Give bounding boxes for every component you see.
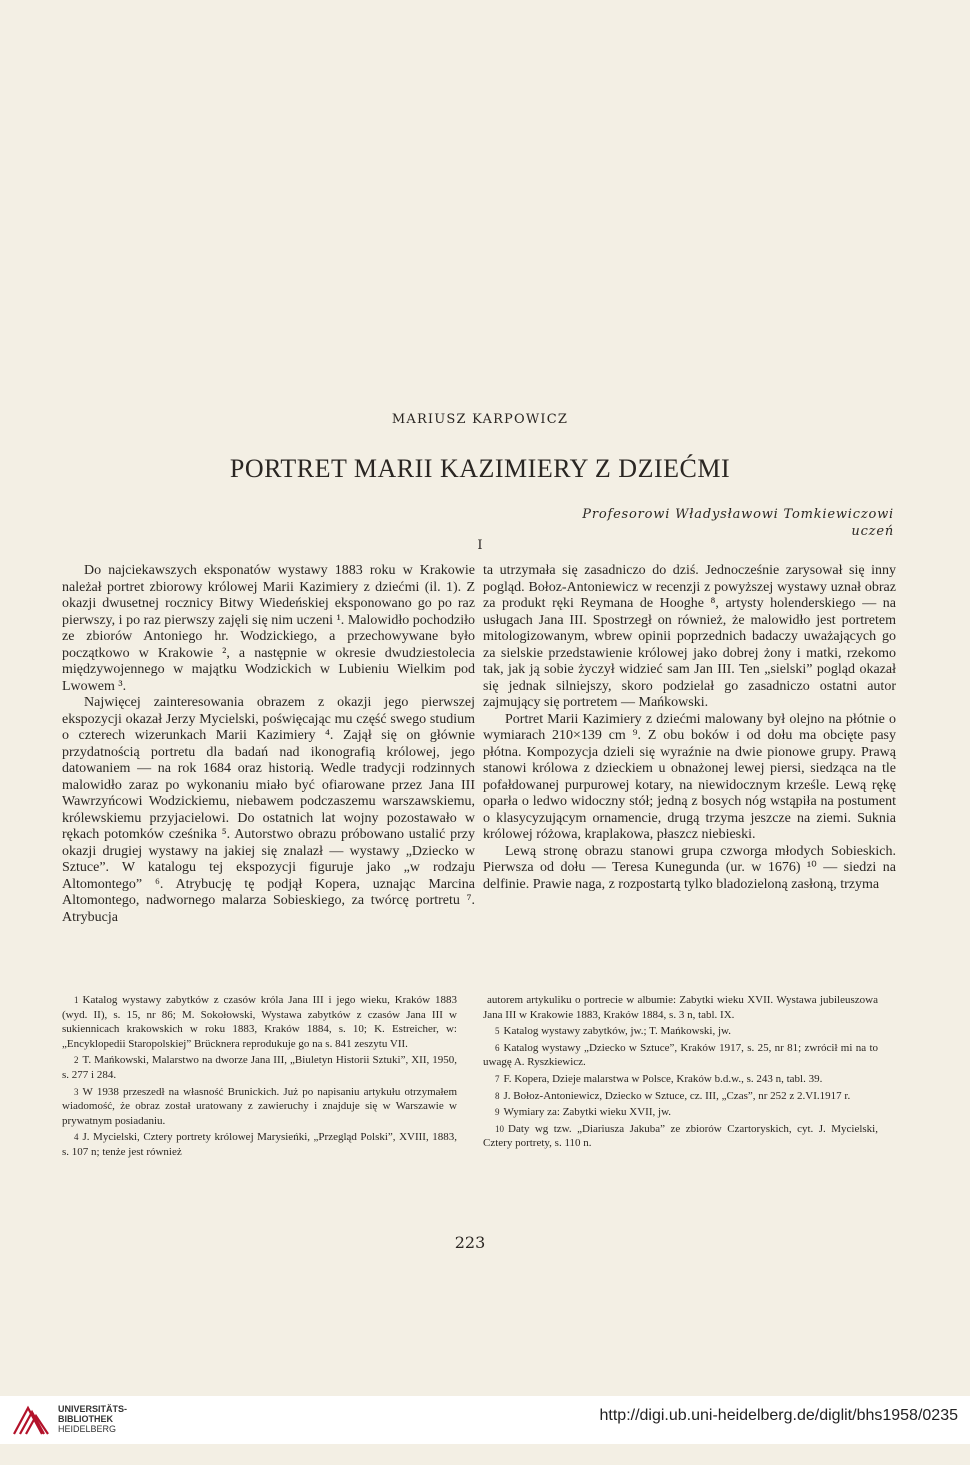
paragraph: ta utrzymała się zasadniczo do dziś. Jednocześnie zarysował się inny pogląd. Bołoz-Antoniewicz w recenzji z powyższej wystawy uznał obraz za produkt ręki Reymana de Hooghe ⁸, artysty holenderskiego — na usługach Jana III. Spostrzegł on również, że malowidło jest portretem mitologizowanym, wbrew opinii poprzednich badaczy uważających go za sielskie przedstawienie królowej jako dobrej żony i matki, rzekomo tak, jak ją sobie życzył widzieć sam Jan III. Ten „sielski” pogląd okazał się jednak silniejszy, skoro podzielał go zasadniczo ostatni autor zajmujący się portretem — Mańkowski. [483, 563, 896, 710]
body-column-right [483, 563, 896, 893]
dedication [582, 506, 894, 540]
footnote: 6 Katalog wystawy „Dziecko w Sztuce”, Kraków 1917, s. 25, nr 81; zwrócił mi na to uwagę A. Ryszkiewicz. [483, 1041, 878, 1069]
footnote: 5 Katalog wystawy zabytków, jw.; T. Mańkowski, jw. [495, 1025, 732, 1038]
footnote: 10 Daty wg tzw. „Diariusza Jakuba” ze zbiorów Czartoryskich, cyt. J. Mycielski, Cztery portrety, s. 110 n. [483, 1122, 878, 1150]
paragraph: Najwięcej zainteresowania obrazem z okazji jego pierwszej ekspozycji okazał Jerzy Mycielski, poświęcając mu część swego studium o czterech wizerunkach Marii Kazimiery ⁴. Zajął się on głównie przydatnością portretu dla badań nad ikonografią królowej, jego datowaniem — na rok 1684 oraz historią. Wedle tradycji rodzinnych malowidło zaraz po wykonaniu miało być ofiarowane przez Jana III Wawrzyńcowi Wodzickiemu, niebawem podczaszemu warszawskiemu, królewskiemu przyjacielowi. Do ostatnich lat wojny pozostawało w rękach potomków cześnika ⁵. Autorstwo obrazu próbowano ustalić przy okazji drugiej wystawy na jakiej się znalazł — wystawy „Dziecko w Sztuce”. W katalogu tej ekspozycji figuruje jako „w rodzaju Altomontego” ⁶. Atrybucję tę podjął Kopera, uznając Marcina Altomontego, nadwornego malarza Sobieskiego, za twórcę portretu ⁷. Atrybucja [62, 695, 475, 925]
author-name: MARIUSZ KARPOWICZ [391, 412, 569, 427]
dedication-line: Profesorowi Władysławowi Tomkiewiczowi [582, 507, 894, 522]
footnote: 1 Katalog wystawy zabytków z czasów króla Jana III i jego wieku, Kraków 1883 (wyd. II), s. 15, nr 86; M. Sokołowski, Wystawa zabytków z czasów Jana III w sukiennicach krakowskich w roku 1883, Kraków 1884, s. 10; K. Estreicher, w: „Encyklopedii Staropolskiej” Brücknera reprodukuje go na s. 841 zeszytu VII. [62, 994, 457, 1050]
footnote: 3 W 1938 przeszedł na własność Brunickich. Już po napisaniu artykułu otrzymałem wiadomość, że obraz został uratowany z zawieruchy i znajduje się w Warszawie w prywatnym posiadaniu. [62, 1085, 457, 1127]
footnote: 9 Wymiary za: Zabytki wieku XVII, jw. [495, 1106, 672, 1119]
footnote: 4 J. Mycielski, Cztery portrety królowej Marysieńki, „Przegląd Polski”, XVIII, 1883, s. 107 n; tenże jest również [62, 1131, 457, 1158]
library-logo-text: UNIVERSITÄTS- BIBLIOTHEK HEIDELBERG [58, 1404, 128, 1434]
footnote: 7 F. Kopera, Dzieje malarstwa w Polsce, Kraków b.d.w., s. 243 n, tabl. 39. [495, 1072, 823, 1085]
section-number: I [477, 538, 483, 553]
paragraph: Portret Marii Kazimiery z dziećmi malowany był olejno na płótnie o wymiarach 210×139 cm ⁹. Z obu boków i od dołu ma obcięte pasy płótna. Kompozycja dzieli się wyraźnie na dwie pionowe grupy. Prawą stanowi królowa z dzieckiem u obnażonej lewej piersi, siedząca na tle pofałdowanej purpurowej kotary, na niewidocznym krześle. Lewą rękę oparła o ledwo widoczny stół; jedną z bosych nóg wstąpiła na postument o klasycyzującym ornamencie, drugą trzyma jeszcze na ziemi. Suknia królowej różowa, kraplakowa, płaszcz niebieski. [483, 711, 896, 842]
paragraph: Lewą stronę obrazu stanowi grupa czworga młodych Sobieskich. Pierwsza od dołu — Teresa Kunegunda (ur. w 1676) ¹⁰ — siedzi na delfinie. Prawie naga, z rozpostartą tylko bladozieloną zasłoną, trzyma [483, 843, 896, 892]
footnotes-left [62, 993, 457, 1162]
footnote: 8 J. Bołoz-Antoniewicz, Dziecko w Sztuce, cz. III, „Czas”, nr 252 z 2.VI.1917 r. [495, 1089, 851, 1102]
footnotes-right [483, 993, 878, 1153]
footnote: 2 T. Mańkowski, Malarstwo na dworze Jana III, „Biuletyn Historii Sztuki”, XII, 1950, s. 277 i 284. [62, 1054, 457, 1081]
source-url[interactable]: http://digi.ub.uni-heidelberg.de/diglit/bhs1958/0235 [599, 1407, 958, 1424]
page-number: 223 [454, 1233, 486, 1252]
dedication-line: uczeń [851, 524, 894, 539]
paragraph: Do najciekawszych eksponatów wystawy 1883 roku w Krakowie należał portret zbiorowy królowej Marii Kazimiery z dziećmi (il. 1). Z okazji dwusetnej rocznicy Bitwy Wiedeńskiej eksponowano go po raz pierwszy, i po raz pierwszy zajęli się nim uczeni ¹. Malowidło pochodziło ze zbiorów Antoniego hr. Wodzickiego, a przechowywane było początkowo w Krakowie ², a następnie w okresie dwudziestolecia międzywojennego w majątku Wodzickich w Lubieniu Wielkim pod Lwowem ³. [62, 563, 475, 694]
article-title: PORTRET MARII KAZIMIERY Z DZIEĆMI [229, 454, 731, 483]
library-logo-icon [10, 1404, 54, 1438]
body-column-left [62, 563, 475, 926]
footnote: autorem artykuliku o portrecie w albumie: Zabytki wieku XVII. Wystawa jubileuszowa Jana III w Krakowie 1883, Kraków 1884, s. 3 n, tabl. IX. [483, 994, 878, 1021]
